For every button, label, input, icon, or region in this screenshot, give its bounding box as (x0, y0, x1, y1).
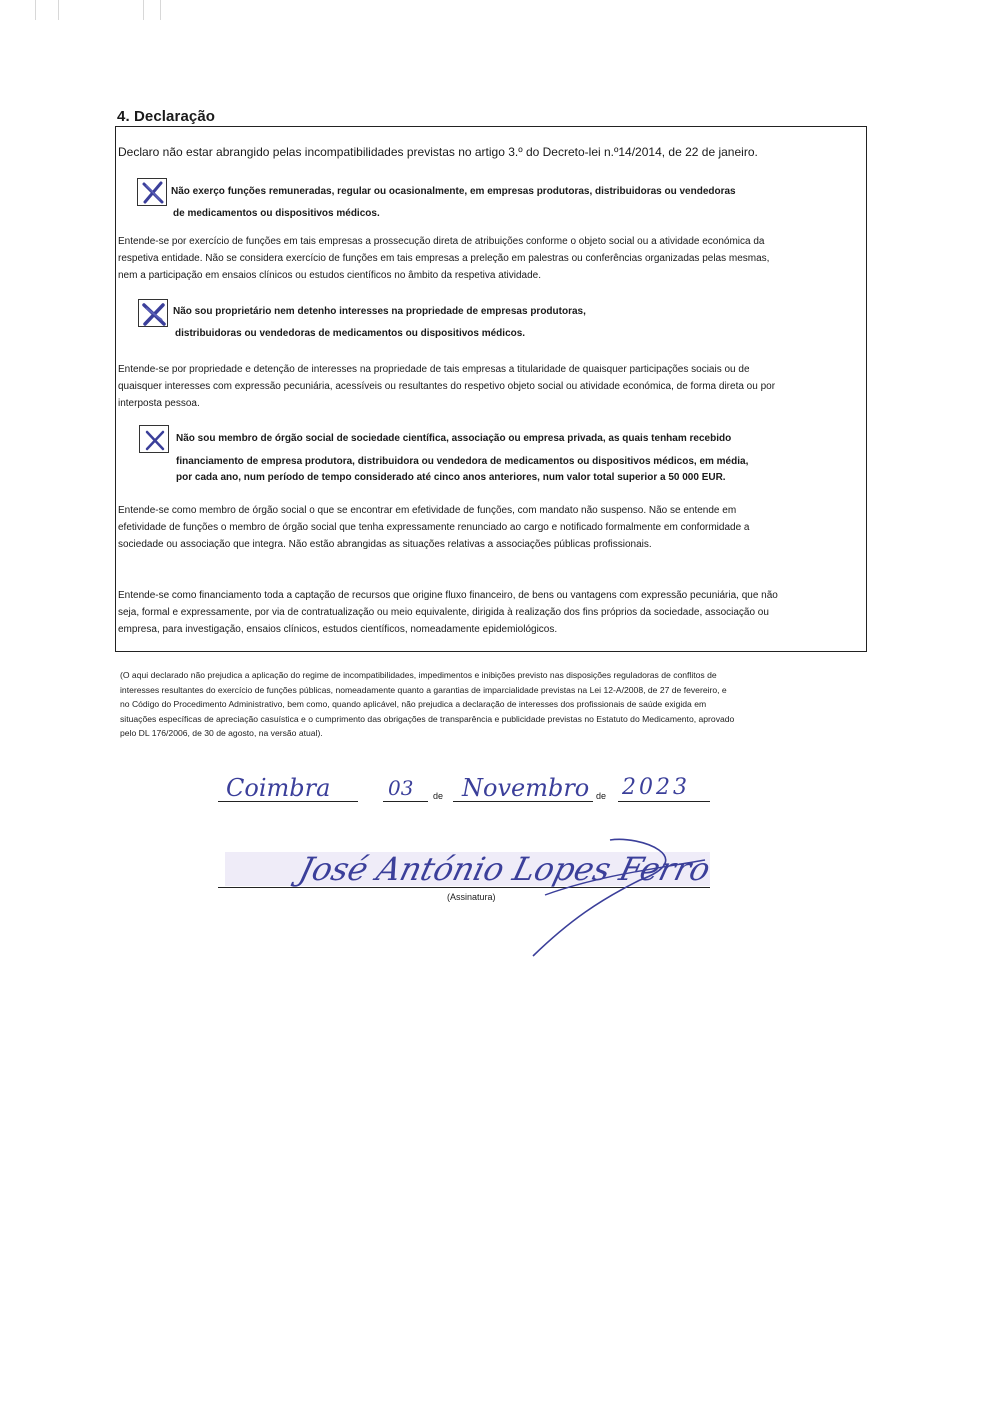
option-1-line: Não exerço funções remuneradas, regular ou ocasionalmente, em empresas produtoras, distribuidoras ou vendedoras (171, 186, 736, 197)
explanation-line: quaisquer interesses com expressão pecuniária, acessíveis ou resultantes do respetivo objeto social ou atividade económica, de forma direta ou por (118, 381, 776, 392)
option-3-line: por cada ano, num período de tempo considerado até cinco anos anteriores, num valor total superior a 50 000 EUR. (176, 472, 726, 483)
explanation-line: interposta pessoa. (118, 398, 200, 409)
date-connector: de (433, 791, 444, 801)
option-2-line: distribuidoras ou vendedoras de medicamentos ou dispositivos médicos. (175, 328, 526, 339)
note-line: pelo DL 176/2006, de 30 de agosto, na versão atual). (120, 728, 323, 738)
note-line: interesses resultantes do exercício de funções públicas, nomeadamente quanto a garantias de imparcialidade previstas na Lei 12-A/2008, de 27 de fevereiro, e (120, 684, 727, 695)
option-3-line: Não sou membro de órgão social de sociedade científica, associação ou empresa privada, as quais tenham recebido (176, 433, 732, 444)
note-line: situações específicas de apreciação casuística e o cumprimento das obrigações de transparência e publicidade previstas no Estatuto do Medicamento, aprovado (120, 713, 735, 724)
day-field[interactable]: 03 (388, 776, 414, 800)
explanation-line: Entende-se por exercício de funções em tais empresas a prossecução direta de atribuições conforme o objeto social ou a atividade económica da (118, 236, 765, 247)
note-line: (O aqui declarado não prejudica a aplicação do regime de incompatibilidades, impedimentos e inibições previsto nas disposições reguladoras de conflitos de (120, 670, 717, 680)
section-title: 4. Declaração (117, 108, 216, 125)
explanation-line: respetiva entidade. Não se considera exercício de funções em tais empresas a preleção em palestras ou conferências organizadas pelas mesmas, (118, 253, 770, 264)
signature-field[interactable]: José António Lopes Ferro (295, 850, 715, 888)
explanation-line: seja, formal e expressamente, por via de contratualização ou meio equivalente, dirigida à realização dos fins próprios da sociedade, associação ou (118, 607, 769, 618)
option-1-line: de medicamentos ou dispositivos médicos. (173, 208, 380, 219)
month-field[interactable]: Novembro (462, 774, 590, 802)
date-connector: de (596, 791, 607, 801)
explanation-line: Entende-se por propriedade e detenção de interesses na propriedade de tais empresas a titularidade de quaisquer participações sociais ou de (118, 364, 750, 375)
note-line: no Código do Procedimento Administrativo, bem como, quando aplicável, não prejudica a declaração de interesses dos profissionais de saúde exigida em (120, 699, 707, 709)
explanation-line: nem a participação em ensaios clínicos ou estudos científicos no âmbito da respetiva atividade. (118, 270, 542, 281)
intro-text: Declaro não estar abrangido pelas incompatibilidades previstas no artigo 3.º do Decreto-lei n.º14/2014, de 22 de janeiro. (118, 145, 758, 159)
explanation-line: efetividade de funções o membro de órgão social que tenha expressamente renunciado ao cargo e notificado formalmente em conformidade a (118, 522, 750, 533)
place-field[interactable]: Coimbra (226, 774, 331, 802)
year-field[interactable]: 2023 (622, 775, 690, 800)
explanation-line: empresa, para investigação, ensaios clínicos, estudos científicos, nomeadamente epidemiológicos. (118, 624, 558, 635)
explanation-line: Entende-se como financiamento toda a captação de recursos que origine fluxo financeiro, de bens ou vantagens com expressão pecuniária, que não (118, 590, 778, 601)
option-3-line: financiamento de empresa produtora, distribuidora ou vendedora de medicamentos ou dispositivos médicos, em média, (176, 456, 749, 467)
signature-caption: (Assinatura) (447, 892, 496, 902)
explanation-line: Entende-se como membro de órgão social o que se encontrar em efetividade de funções, com mandato não suspenso. Não se entende em (118, 505, 737, 516)
option-2-line: Não sou proprietário nem detenho interesses na propriedade de empresas produtoras, (173, 306, 586, 317)
explanation-line: sociedade ou associação que integra. Não estão abrangidas as situações relativas a associações públicas profissionais. (118, 539, 652, 550)
